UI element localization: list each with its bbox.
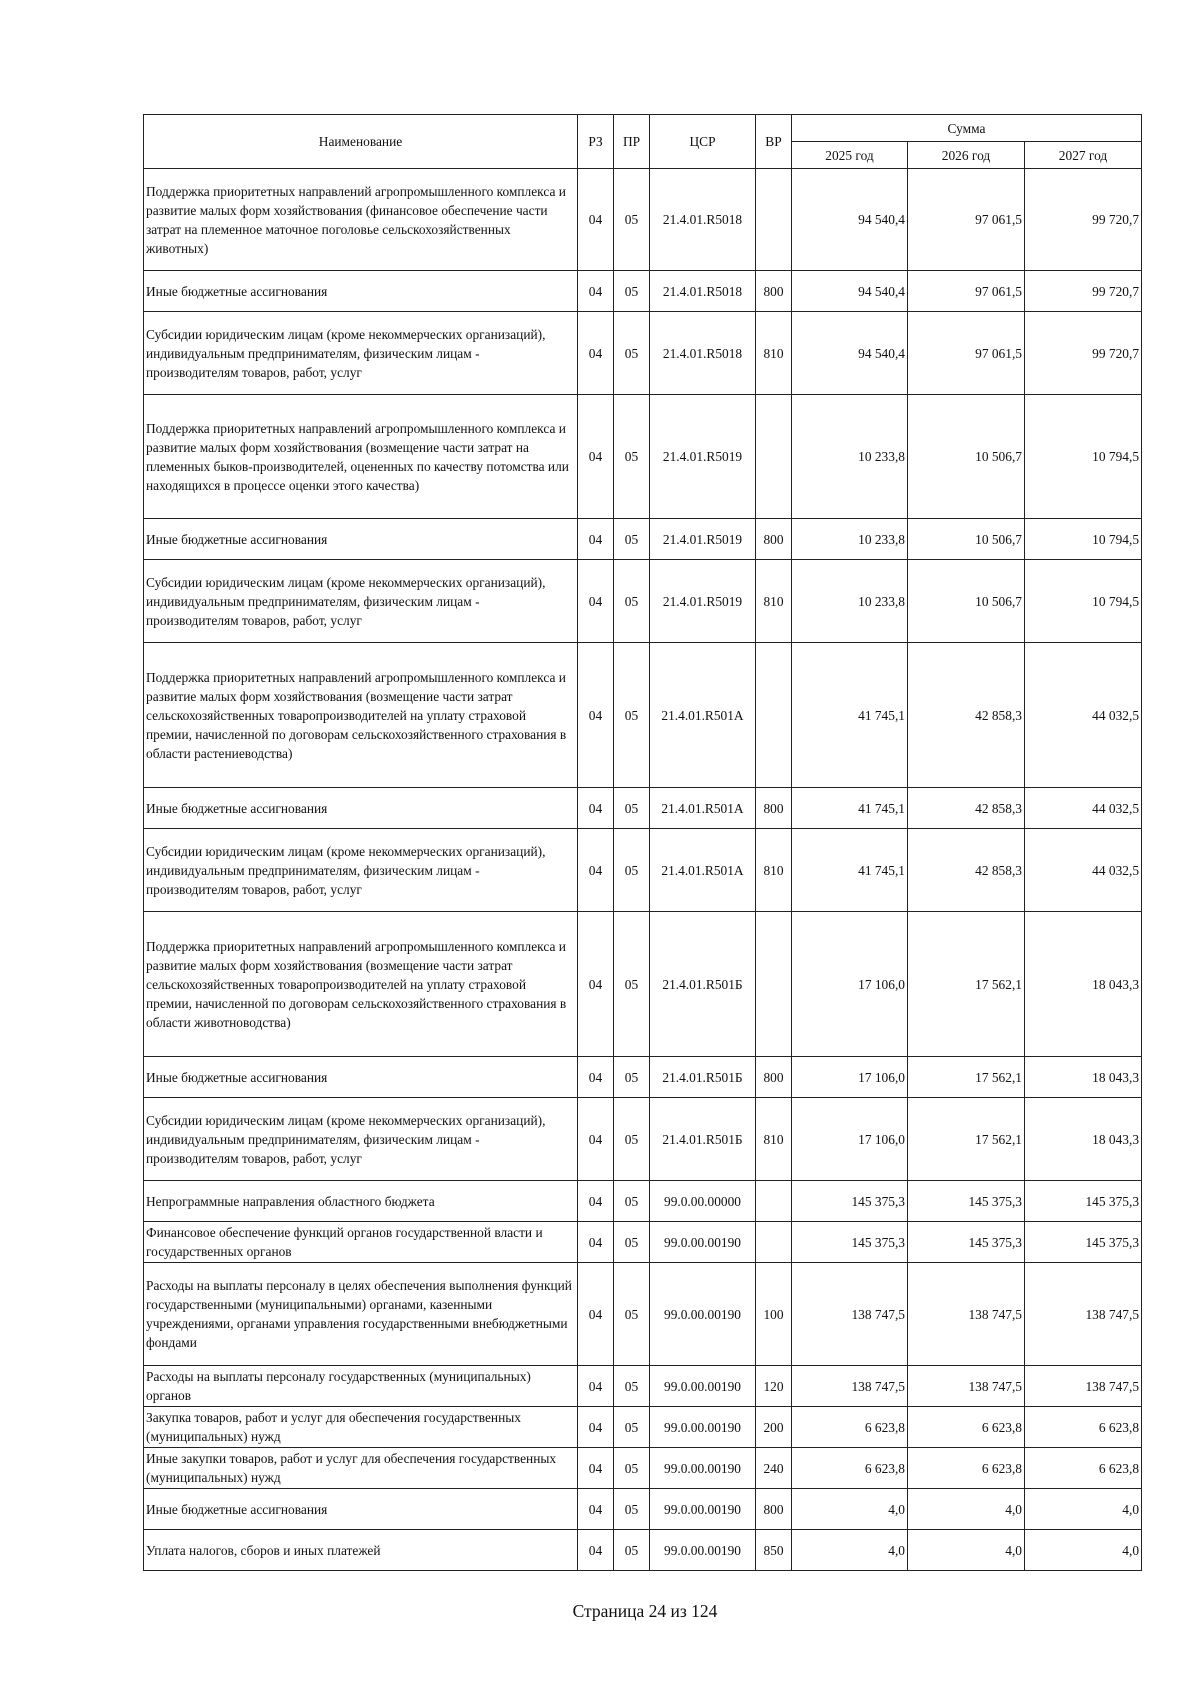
row-sum-2027: 4,0 bbox=[1025, 1489, 1142, 1530]
row-pr: 05 bbox=[614, 1222, 650, 1263]
row-name: Поддержка приоритетных направлений агропромышленного комплекса и развитие малых форм хозяйствования (финансовое обеспечение части затрат на племенное маточное поголовье сельскохозяйственных животных) bbox=[144, 169, 578, 271]
table-row bbox=[144, 1407, 1142, 1448]
row-sum-2027: 99 720,7 bbox=[1025, 312, 1142, 395]
row-csr: 99.0.00.00190 bbox=[650, 1448, 756, 1489]
row-sum-2025: 17 106,0 bbox=[792, 912, 908, 1057]
row-sum-2027: 18 043,3 bbox=[1025, 1098, 1142, 1181]
row-rz: 04 bbox=[578, 1222, 614, 1263]
row-sum-2027: 18 043,3 bbox=[1025, 1057, 1142, 1098]
row-sum-2027: 6 623,8 bbox=[1025, 1448, 1142, 1489]
row-csr: 99.0.00.00190 bbox=[650, 1222, 756, 1263]
table-row bbox=[144, 1222, 1142, 1263]
row-pr: 05 bbox=[614, 1181, 650, 1222]
row-csr: 21.4.01.R5019 bbox=[650, 560, 756, 643]
row-pr: 05 bbox=[614, 829, 650, 912]
row-sum-2027: 44 032,5 bbox=[1025, 829, 1142, 912]
row-vr bbox=[756, 1222, 792, 1263]
table-row bbox=[144, 912, 1142, 1057]
row-vr: 810 bbox=[756, 829, 792, 912]
header-sum: Сумма bbox=[792, 115, 1142, 142]
header-csr: ЦСР bbox=[650, 115, 756, 169]
row-name: Финансовое обеспечение функций органов государственной власти и государственных органов bbox=[144, 1222, 578, 1263]
row-sum-2025: 41 745,1 bbox=[792, 788, 908, 829]
row-rz: 04 bbox=[578, 1057, 614, 1098]
row-sum-2025: 145 375,3 bbox=[792, 1181, 908, 1222]
row-csr: 21.4.01.R501А bbox=[650, 643, 756, 788]
row-sum-2027: 10 794,5 bbox=[1025, 560, 1142, 643]
table-row bbox=[144, 788, 1142, 829]
row-sum-2026: 17 562,1 bbox=[908, 1057, 1025, 1098]
row-name: Уплата налогов, сборов и иных платежей bbox=[144, 1530, 578, 1571]
row-name: Иные бюджетные ассигнования bbox=[144, 1489, 578, 1530]
row-sum-2026: 145 375,3 bbox=[908, 1181, 1025, 1222]
row-name: Иные закупки товаров, работ и услуг для обеспечения государственных (муниципальных) нужд bbox=[144, 1448, 578, 1489]
row-rz: 04 bbox=[578, 643, 614, 788]
row-name: Непрограммные направления областного бюджета bbox=[144, 1181, 578, 1222]
row-rz: 04 bbox=[578, 829, 614, 912]
row-sum-2025: 10 233,8 bbox=[792, 519, 908, 560]
row-rz: 04 bbox=[578, 1530, 614, 1571]
table-row bbox=[144, 395, 1142, 519]
row-vr: 200 bbox=[756, 1407, 792, 1448]
row-csr: 99.0.00.00000 bbox=[650, 1181, 756, 1222]
row-csr: 21.4.01.R5018 bbox=[650, 169, 756, 271]
header-pr: ПР bbox=[614, 115, 650, 169]
row-sum-2026: 10 506,7 bbox=[908, 519, 1025, 560]
table-row bbox=[144, 1057, 1142, 1098]
header-rz: РЗ bbox=[578, 115, 614, 169]
row-name: Поддержка приоритетных направлений агропромышленного комплекса и развитие малых форм хозяйствования (возмещение части затрат сельскохозяйственных товаропроизводителей на уплату страховой премии, начисленной по договорам сельскохозяйственного страхования в области растениеводства) bbox=[144, 643, 578, 788]
row-vr: 810 bbox=[756, 1098, 792, 1181]
row-pr: 05 bbox=[614, 395, 650, 519]
row-sum-2027: 138 747,5 bbox=[1025, 1366, 1142, 1407]
row-pr: 05 bbox=[614, 1098, 650, 1181]
row-rz: 04 bbox=[578, 519, 614, 560]
row-sum-2025: 17 106,0 bbox=[792, 1098, 908, 1181]
row-sum-2027: 44 032,5 bbox=[1025, 643, 1142, 788]
row-sum-2025: 94 540,4 bbox=[792, 271, 908, 312]
row-sum-2026: 17 562,1 bbox=[908, 912, 1025, 1057]
table-body bbox=[144, 169, 1142, 1571]
budget-table-container bbox=[143, 114, 1141, 1571]
table-row bbox=[144, 1448, 1142, 1489]
header-year-2025: 2025 год bbox=[792, 142, 908, 169]
row-name: Иные бюджетные ассигнования bbox=[144, 271, 578, 312]
table-row bbox=[144, 1098, 1142, 1181]
row-vr: 240 bbox=[756, 1448, 792, 1489]
row-pr: 05 bbox=[614, 1530, 650, 1571]
row-name: Субсидии юридическим лицам (кроме некоммерческих организаций), индивидуальным предпринимателям, физическим лицам - производителям товаров, работ, услуг bbox=[144, 1098, 578, 1181]
row-csr: 21.4.01.R5018 bbox=[650, 312, 756, 395]
table-row bbox=[144, 1263, 1142, 1366]
row-sum-2026: 10 506,7 bbox=[908, 560, 1025, 643]
row-sum-2027: 44 032,5 bbox=[1025, 788, 1142, 829]
row-name: Субсидии юридическим лицам (кроме некоммерческих организаций), индивидуальным предпринимателям, физическим лицам - производителям товаров, работ, услуг bbox=[144, 829, 578, 912]
row-pr: 05 bbox=[614, 1057, 650, 1098]
row-sum-2026: 42 858,3 bbox=[908, 829, 1025, 912]
row-pr: 05 bbox=[614, 312, 650, 395]
header-year-2027: 2027 год bbox=[1025, 142, 1142, 169]
table-row bbox=[144, 560, 1142, 643]
row-vr: 800 bbox=[756, 1057, 792, 1098]
budget-table bbox=[143, 114, 1142, 1571]
row-vr bbox=[756, 643, 792, 788]
row-sum-2027: 99 720,7 bbox=[1025, 271, 1142, 312]
row-name: Поддержка приоритетных направлений агропромышленного комплекса и развитие малых форм хозяйствования (возмещение части затрат на племенных быков-производителей, оцененных по качеству потомства или находящихся в процессе оценки этого качества) bbox=[144, 395, 578, 519]
row-sum-2025: 10 233,8 bbox=[792, 560, 908, 643]
row-rz: 04 bbox=[578, 271, 614, 312]
row-sum-2027: 6 623,8 bbox=[1025, 1407, 1142, 1448]
row-vr: 800 bbox=[756, 788, 792, 829]
header-vr: ВР bbox=[756, 115, 792, 169]
row-rz: 04 bbox=[578, 1407, 614, 1448]
row-rz: 04 bbox=[578, 1181, 614, 1222]
row-rz: 04 bbox=[578, 1263, 614, 1366]
row-csr: 99.0.00.00190 bbox=[650, 1489, 756, 1530]
row-vr: 120 bbox=[756, 1366, 792, 1407]
row-vr bbox=[756, 1181, 792, 1222]
row-sum-2026: 42 858,3 bbox=[908, 788, 1025, 829]
row-sum-2027: 18 043,3 bbox=[1025, 912, 1142, 1057]
row-pr: 05 bbox=[614, 1407, 650, 1448]
row-vr: 810 bbox=[756, 312, 792, 395]
table-row bbox=[144, 312, 1142, 395]
row-sum-2026: 42 858,3 bbox=[908, 643, 1025, 788]
table-row bbox=[144, 169, 1142, 271]
table-row bbox=[144, 519, 1142, 560]
row-vr: 800 bbox=[756, 519, 792, 560]
row-pr: 05 bbox=[614, 1366, 650, 1407]
row-csr: 21.4.01.R5019 bbox=[650, 395, 756, 519]
row-csr: 99.0.00.00190 bbox=[650, 1366, 756, 1407]
row-sum-2025: 145 375,3 bbox=[792, 1222, 908, 1263]
row-csr: 21.4.01.R501Б bbox=[650, 912, 756, 1057]
row-sum-2026: 138 747,5 bbox=[908, 1263, 1025, 1366]
row-csr: 21.4.01.R501А bbox=[650, 829, 756, 912]
row-sum-2025: 138 747,5 bbox=[792, 1263, 908, 1366]
row-vr: 800 bbox=[756, 1489, 792, 1530]
row-sum-2025: 41 745,1 bbox=[792, 829, 908, 912]
table-row bbox=[144, 829, 1142, 912]
row-csr: 21.4.01.R5019 bbox=[650, 519, 756, 560]
row-vr: 810 bbox=[756, 560, 792, 643]
row-name: Расходы на выплаты персоналу государственных (муниципальных) органов bbox=[144, 1366, 578, 1407]
row-pr: 05 bbox=[614, 519, 650, 560]
row-rz: 04 bbox=[578, 169, 614, 271]
row-rz: 04 bbox=[578, 1489, 614, 1530]
row-sum-2025: 6 623,8 bbox=[792, 1407, 908, 1448]
row-sum-2027: 145 375,3 bbox=[1025, 1222, 1142, 1263]
table-row bbox=[144, 1181, 1142, 1222]
row-csr: 21.4.01.R501Б bbox=[650, 1057, 756, 1098]
row-csr: 21.4.01.R5018 bbox=[650, 271, 756, 312]
row-sum-2026: 6 623,8 bbox=[908, 1448, 1025, 1489]
row-name: Иные бюджетные ассигнования bbox=[144, 1057, 578, 1098]
row-rz: 04 bbox=[578, 788, 614, 829]
row-sum-2025: 10 233,8 bbox=[792, 395, 908, 519]
row-sum-2026: 97 061,5 bbox=[908, 312, 1025, 395]
page-number: Страница 24 из 124 bbox=[572, 1601, 718, 1621]
row-sum-2027: 4,0 bbox=[1025, 1530, 1142, 1571]
row-pr: 05 bbox=[614, 169, 650, 271]
header-year-2026: 2026 год bbox=[908, 142, 1025, 169]
row-name: Иные бюджетные ассигнования bbox=[144, 519, 578, 560]
header-name: Наименование bbox=[144, 115, 578, 169]
row-rz: 04 bbox=[578, 395, 614, 519]
row-vr bbox=[756, 395, 792, 519]
row-csr: 21.4.01.R501Б bbox=[650, 1098, 756, 1181]
row-name: Расходы на выплаты персоналу в целях обеспечения выполнения функций государственными (муниципальными) органами, казенными учреждениями, органами управления государственными внебюджетными фондами bbox=[144, 1263, 578, 1366]
row-pr: 05 bbox=[614, 643, 650, 788]
row-pr: 05 bbox=[614, 271, 650, 312]
row-csr: 99.0.00.00190 bbox=[650, 1263, 756, 1366]
table-header bbox=[144, 115, 1142, 169]
table-row bbox=[144, 1530, 1142, 1571]
row-name: Поддержка приоритетных направлений агропромышленного комплекса и развитие малых форм хозяйствования (возмещение части затрат сельскохозяйственных товаропроизводителей на уплату страховой премии, начисленной по договорам сельскохозяйственного страхования в области животноводства) bbox=[144, 912, 578, 1057]
row-sum-2026: 10 506,7 bbox=[908, 395, 1025, 519]
row-sum-2025: 6 623,8 bbox=[792, 1448, 908, 1489]
row-sum-2026: 17 562,1 bbox=[908, 1098, 1025, 1181]
row-pr: 05 bbox=[614, 560, 650, 643]
row-rz: 04 bbox=[578, 1448, 614, 1489]
row-pr: 05 bbox=[614, 1263, 650, 1366]
row-rz: 04 bbox=[578, 560, 614, 643]
table-row bbox=[144, 1366, 1142, 1407]
row-sum-2025: 4,0 bbox=[792, 1530, 908, 1571]
row-vr bbox=[756, 912, 792, 1057]
row-vr: 800 bbox=[756, 271, 792, 312]
row-sum-2026: 145 375,3 bbox=[908, 1222, 1025, 1263]
table-row bbox=[144, 1489, 1142, 1530]
row-sum-2027: 10 794,5 bbox=[1025, 519, 1142, 560]
row-sum-2027: 145 375,3 bbox=[1025, 1181, 1142, 1222]
row-pr: 05 bbox=[614, 788, 650, 829]
row-sum-2027: 99 720,7 bbox=[1025, 169, 1142, 271]
row-rz: 04 bbox=[578, 312, 614, 395]
row-vr bbox=[756, 169, 792, 271]
row-sum-2025: 94 540,4 bbox=[792, 312, 908, 395]
row-rz: 04 bbox=[578, 912, 614, 1057]
row-sum-2025: 17 106,0 bbox=[792, 1057, 908, 1098]
row-sum-2025: 138 747,5 bbox=[792, 1366, 908, 1407]
row-sum-2026: 4,0 bbox=[908, 1530, 1025, 1571]
row-rz: 04 bbox=[578, 1098, 614, 1181]
row-sum-2025: 41 745,1 bbox=[792, 643, 908, 788]
row-sum-2026: 6 623,8 bbox=[908, 1407, 1025, 1448]
row-vr: 850 bbox=[756, 1530, 792, 1571]
row-pr: 05 bbox=[614, 1489, 650, 1530]
row-vr: 100 bbox=[756, 1263, 792, 1366]
row-rz: 04 bbox=[578, 1366, 614, 1407]
row-csr: 21.4.01.R501А bbox=[650, 788, 756, 829]
row-name: Закупка товаров, работ и услуг для обеспечения государственных (муниципальных) нужд bbox=[144, 1407, 578, 1448]
row-csr: 99.0.00.00190 bbox=[650, 1407, 756, 1448]
row-sum-2026: 4,0 bbox=[908, 1489, 1025, 1530]
row-sum-2025: 94 540,4 bbox=[792, 169, 908, 271]
row-csr: 99.0.00.00190 bbox=[650, 1530, 756, 1571]
row-sum-2027: 138 747,5 bbox=[1025, 1263, 1142, 1366]
table-row bbox=[144, 271, 1142, 312]
row-name: Иные бюджетные ассигнования bbox=[144, 788, 578, 829]
row-pr: 05 bbox=[614, 912, 650, 1057]
row-sum-2026: 138 747,5 bbox=[908, 1366, 1025, 1407]
row-sum-2026: 97 061,5 bbox=[908, 271, 1025, 312]
row-sum-2026: 97 061,5 bbox=[908, 169, 1025, 271]
row-name: Субсидии юридическим лицам (кроме некоммерческих организаций), индивидуальным предпринимателям, физическим лицам - производителям товаров, работ, услуг bbox=[144, 312, 578, 395]
table-row bbox=[144, 643, 1142, 788]
row-sum-2027: 10 794,5 bbox=[1025, 395, 1142, 519]
row-name: Субсидии юридическим лицам (кроме некоммерческих организаций), индивидуальным предпринимателям, физическим лицам - производителям товаров, работ, услуг bbox=[144, 560, 578, 643]
row-pr: 05 bbox=[614, 1448, 650, 1489]
row-sum-2025: 4,0 bbox=[792, 1489, 908, 1530]
